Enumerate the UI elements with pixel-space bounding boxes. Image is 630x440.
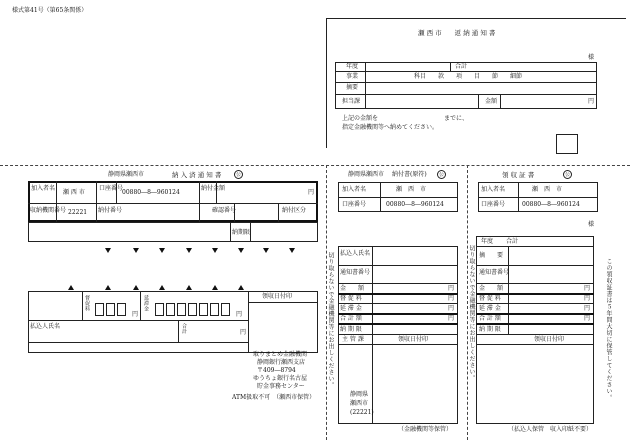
right-side-text: 切り取らないで金融機関等にお出しください。 (468, 245, 475, 382)
mid-seal: 公 (438, 172, 444, 178)
left-kanyusha-name: 瀬 西 市 (63, 189, 85, 196)
mid-bottom-issuer-2: 瀬西市 (350, 400, 369, 407)
left-nofu-bango: 納付番号 (98, 207, 123, 214)
left-blank-row (28, 222, 318, 242)
left-goukei: 合計 (181, 323, 187, 334)
left-nofu-kingaku: 納付金額 (201, 185, 226, 192)
left-seal: 公 (235, 172, 241, 178)
mid-yen-3: 円 (448, 305, 455, 312)
right-yen-2: 円 (584, 295, 591, 302)
left-tokusokuryo: 督促料 (84, 295, 90, 312)
left-kakunin: 確認番号 (212, 207, 237, 214)
left-issuer: 静岡県瀬西市 (108, 171, 145, 178)
mid-row-3: 督 促 料 (340, 295, 362, 302)
left-harai-name: 払込人氏名 (30, 323, 61, 330)
right-kanyusha: 加入者名 (481, 186, 506, 193)
left-nofu-kubun: 納付区分 (282, 207, 307, 214)
right-row-5: 合 計 額 (479, 315, 501, 322)
mid-issuer: 静岡県瀬西市 (348, 171, 385, 178)
arrow-down-icon (133, 248, 139, 253)
notice-sama: 様 (588, 54, 595, 61)
mid-koza-label: 口座番号 (342, 201, 367, 208)
arrow-up-icon (105, 285, 111, 290)
right-row-2: 金 額 (479, 285, 504, 292)
horizontal-cut-line (0, 165, 630, 166)
mid-koza: 00880―8―960124 (386, 201, 444, 208)
left-shuno-kikan: 収納機関番号 (30, 207, 67, 214)
right-juryo: 領収日付印 (534, 336, 565, 343)
right-title: 領 収 証 書 (502, 171, 535, 179)
right-row-1: 通知書番号 (479, 269, 510, 276)
notice-nendo: 年度 (346, 63, 359, 70)
arrow-up-icon (212, 285, 218, 290)
mid-bottom-issuer-1: 静岡県 (350, 391, 369, 398)
notice-title: 瀬 西 市 返 納 通 知 書 (418, 29, 496, 37)
mid-kanyusha-name: 瀬 西 市 (396, 186, 427, 193)
notice-yen: 円 (588, 98, 595, 105)
right-yen-1: 円 (584, 285, 591, 292)
left-bank-line-5: 貯金事務センター (257, 383, 305, 390)
left-koza: 00880―8―960124 (122, 189, 180, 196)
form-number: 様式第41号（第65条関係） (12, 7, 88, 14)
mid-row-1: 通知書番号 (340, 269, 371, 276)
mid-row-0: 払込人氏名 (340, 250, 371, 257)
mid-bottom-issuer-3: (22221) (350, 409, 374, 416)
left-kanyusha: 加入者名 (31, 185, 56, 192)
left-yen3: 円 (236, 311, 243, 318)
mid-row-6: 納 期 限 (340, 326, 362, 333)
left-nokigen: 納期限 (232, 229, 251, 236)
notice-tekiyou: 摘要 (346, 84, 359, 91)
notice-goukei: 合計 (455, 63, 468, 70)
mid-title: 納付書(原符) (392, 171, 427, 178)
mid-juryo: 領収日付印 (398, 336, 429, 343)
left-bank-line-2: 静岡銀行瀬西支店 (257, 359, 306, 366)
arrow-up-icon (133, 285, 139, 290)
mid-footer: （金融機関等保管） (398, 426, 453, 433)
right-row-0: 摘 要 (479, 252, 504, 259)
notice-kamoku: 科目 款 項 目 節 細節 (414, 73, 523, 80)
left-bank-line-1: 取りまとめ金融機関 (253, 351, 308, 358)
arrow-up-icon (159, 285, 165, 290)
right-sama: 様 (588, 221, 595, 228)
left-bank-line-4: ゆうちょ銀行名古屋 (253, 375, 308, 382)
notice-top-border (326, 18, 626, 19)
right-nendo: 年度 (481, 238, 494, 245)
arrow-down-icon (289, 248, 295, 253)
right-row-3: 督 促 料 (479, 295, 501, 302)
mid-row-2: 金 額 (340, 285, 365, 292)
left-juryo: 領収日付印 (262, 293, 293, 300)
left-shuno-no: 22221 (68, 209, 88, 216)
left-title: 納 入 済 通 知 書 (172, 171, 222, 179)
notice-kingaku: 金額 (485, 98, 498, 105)
mid-yen-2: 円 (448, 295, 455, 302)
mid-side-text: 切り取らないで金融機関等にお出しください。 (327, 252, 334, 389)
left-atm: ATM扱取不可 （瀬西市保管） (232, 394, 316, 401)
left-lower-table (28, 291, 318, 353)
arrow-up-icon (238, 285, 244, 290)
arrow-up-icon (68, 285, 74, 290)
right-yen-3: 円 (584, 305, 591, 312)
notice-jigyou: 事業 (346, 73, 359, 80)
mid-row-4: 延 滞 金 (340, 305, 362, 312)
right-row-6: 納 期 限 (479, 326, 501, 333)
right-seal: 公 (564, 172, 570, 178)
right-yen-4: 円 (584, 315, 591, 322)
left-entaikin: 延滞金 (143, 295, 149, 312)
notice-line1: 上記の金額を までに、 (342, 115, 469, 122)
right-side-note: この領収証書は５年間大切に保管してください。 (605, 258, 612, 401)
mid-shukan: 主 管 課 (342, 336, 364, 343)
left-bank-line-3: 〒409―8794 (257, 367, 296, 374)
arrow-down-icon (186, 248, 192, 253)
mid-yen-1: 円 (448, 285, 455, 292)
arrow-down-icon (212, 248, 218, 253)
arrow-up-icon (186, 285, 192, 290)
left-yen2: 円 (132, 311, 139, 318)
right-koza-label: 口座番号 (481, 201, 506, 208)
mid-yen-4: 円 (448, 315, 455, 322)
mid-row-5: 合 計 額 (340, 315, 362, 322)
notice-stamp-box (556, 134, 578, 154)
left-yen: 円 (308, 189, 315, 196)
arrow-down-icon (105, 248, 111, 253)
right-goukei: 合計 (506, 238, 519, 245)
arrow-down-icon (159, 248, 165, 253)
left-koza-label: 口座番号 (99, 185, 124, 192)
right-row-4: 延 滞 金 (479, 305, 501, 312)
arrow-down-icon (263, 248, 269, 253)
notice-tantouka: 担当課 (342, 98, 361, 105)
cut-line-vertical (326, 18, 327, 148)
right-footer: （払込人保管 収入印紙不要） (508, 426, 593, 433)
mid-kanyusha: 加入者名 (342, 186, 367, 193)
arrow-down-icon (238, 248, 244, 253)
right-kanyusha-name: 瀬 西 市 (532, 186, 563, 193)
right-koza: 00880―8―960124 (522, 201, 580, 208)
left-goukei-yen: 円 (240, 329, 247, 336)
notice-line2: 指定金融機関等へ納めてください。 (342, 124, 439, 131)
